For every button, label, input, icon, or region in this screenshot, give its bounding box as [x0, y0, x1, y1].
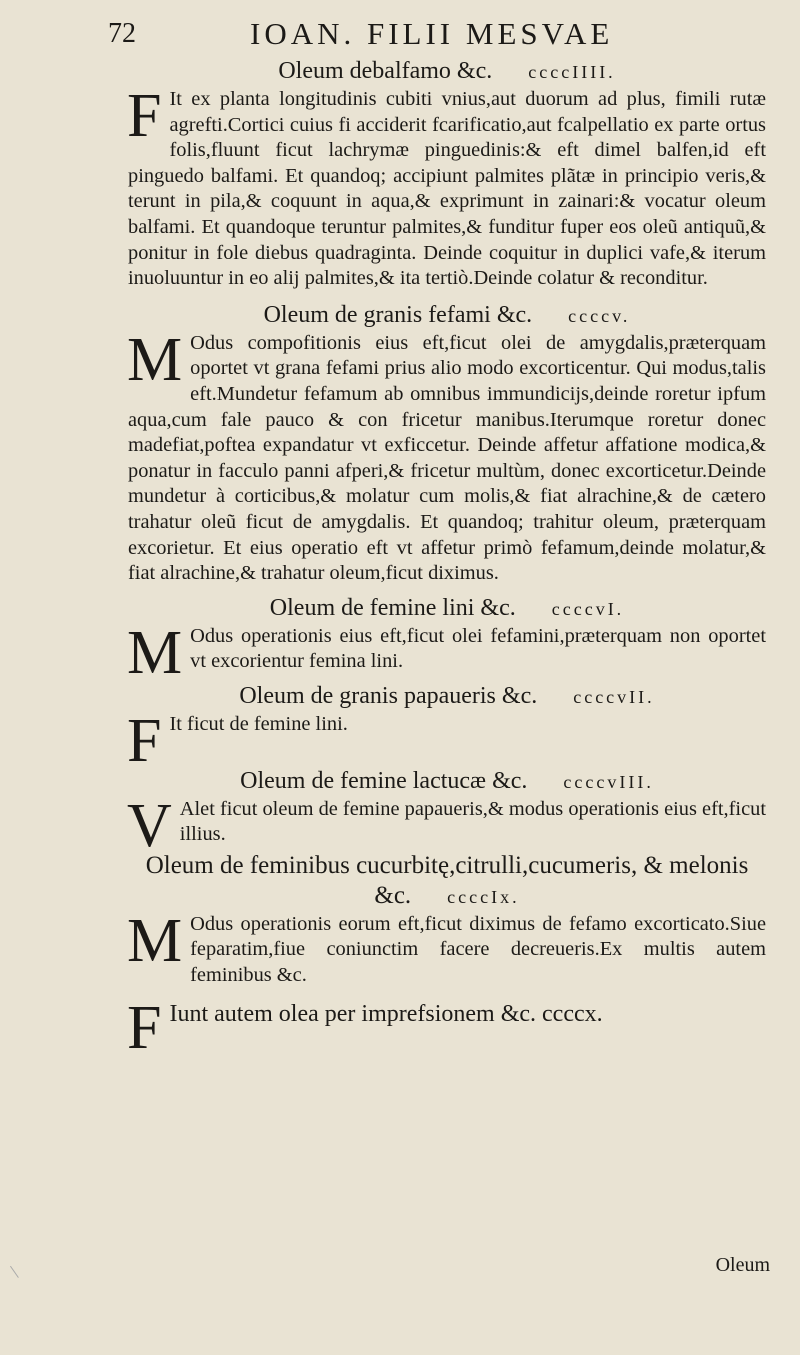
drop-initial: M	[127, 618, 183, 687]
section-heading	[128, 300, 766, 331]
section-heading	[128, 766, 766, 797]
section-number: ccccvIII.	[563, 771, 654, 792]
stray-mark	[10, 1260, 27, 1278]
section-title: Oleum debalfamo &c.	[278, 58, 493, 84]
section-title: Oleum de femine lactucæ &c.	[240, 767, 528, 794]
paragraph-text: Odus operationis eorum eft,ficut diximus de fefamo excorticato.Siue feparatim,fiue coniunctim facere decreueris.Ex multis autem feminibus &c.	[190, 912, 766, 987]
section-title: Oleum de feminibus cucurbitę,citrulli,cucumeris, & melonis &c.	[145, 851, 749, 909]
catchword: Oleum	[715, 1254, 770, 1276]
section-paragraph	[127, 993, 766, 1062]
section-paragraph	[127, 706, 766, 775]
drop-initial: V	[127, 791, 172, 860]
section-heading	[128, 851, 766, 912]
paragraph-text: Alet ficut oleum de femine papaueris,& modus operationis eius eft,ficut illius.	[179, 797, 766, 846]
paragraph-text: Odus compofitionis eius eft,ficut olei de amygdalis,præterquam oportet vt grana fefami prius alio modo excorticentur. Qui modus,talis eft.Mundetur fefamum ab omnibus immundicijs,deinde roretur ipfum aqua,cum fale pauco & con fricetur manibus.Iterumque roretur donec madefiat,poftea expandatur vt exficcetur. Deinde affetur affatione modica,& ponatur in facculo panni afperi,& fricetur multùm, donec excorticetur.Deinde mundetur à corticibus,& molatur cum molis,& fiat alrachine,& de cætero trahatur oleũ ficut de amygdalis. Et quandoq; trahitur oleum, præterquam excorietur. Et eius operatio eft vt affetur primò fefamum,deinde molatur,& fiat alrachine,& trahatur oleum,ficut diximus.	[128, 331, 766, 585]
paragraph-text: Iunt autem olea per imprefsionem &c. ccccx.	[169, 1000, 603, 1027]
section-number: ccccIx.	[447, 886, 520, 907]
section-title: Oleum de granis fefami &c.	[263, 301, 533, 328]
drop-initial: F	[127, 993, 162, 1062]
drop-initial: M	[127, 906, 183, 975]
running-head: IOAN. FILII MESVAE	[250, 16, 614, 51]
section-number: ccccv.	[568, 305, 631, 326]
page-body	[127, 56, 766, 1062]
section-heading	[128, 56, 766, 87]
section-title: Oleum de granis papaueris &c.	[239, 682, 538, 709]
drop-initial: M	[127, 325, 183, 394]
section-title: Oleum de femine lini &c.	[269, 594, 516, 621]
section-number: ccccvI.	[551, 598, 625, 619]
drop-initial: F	[127, 706, 162, 775]
section-paragraph	[127, 82, 766, 292]
page-number: 72	[108, 18, 136, 49]
section-number: ccccvII.	[573, 686, 655, 707]
section-number: ccccIIII.	[528, 62, 616, 82]
drop-initial: F	[127, 82, 162, 150]
section-paragraph	[127, 791, 766, 860]
paragraph-text: It ficut de femine lini.	[169, 712, 348, 735]
section-heading	[128, 593, 766, 624]
section-paragraph	[127, 618, 766, 687]
section-heading	[128, 681, 766, 712]
section-paragraph	[127, 325, 766, 587]
section-paragraph	[127, 906, 766, 989]
paragraph-text: Odus operationis eius eft,ficut olei fefamini,præterquam non oportet vt excorientur femina lini.	[190, 624, 766, 673]
page-header	[90, 12, 710, 54]
paragraph-text: It ex planta longitudinis cubiti vnius,aut duorum ad plus, fimili rutæ agrefti.Cortici cuius fi acciderit fcarificatio,aut fcalpellatio ex parte ortus folis,fluunt ficut lachrymæ pinguedinis:& eft dimel balfen,id eft pinguedo balfami. Et quandoq; accipiunt palmites plãtæ in principio veris,& terunt in pila,& coquunt in aqua,& exprimunt in zainari:& vocatur oleum balfami. Et quandoque teruntur palmites,& funditur fuper eos oleũ antiquũ,& ponitur in fole diebus quadraginta. Deinde coquitur in duplici vafe,& iterum inuoluuntur in eo alij palmites,& ita tertiò.Deinde colatur & reconditur.	[128, 88, 766, 290]
